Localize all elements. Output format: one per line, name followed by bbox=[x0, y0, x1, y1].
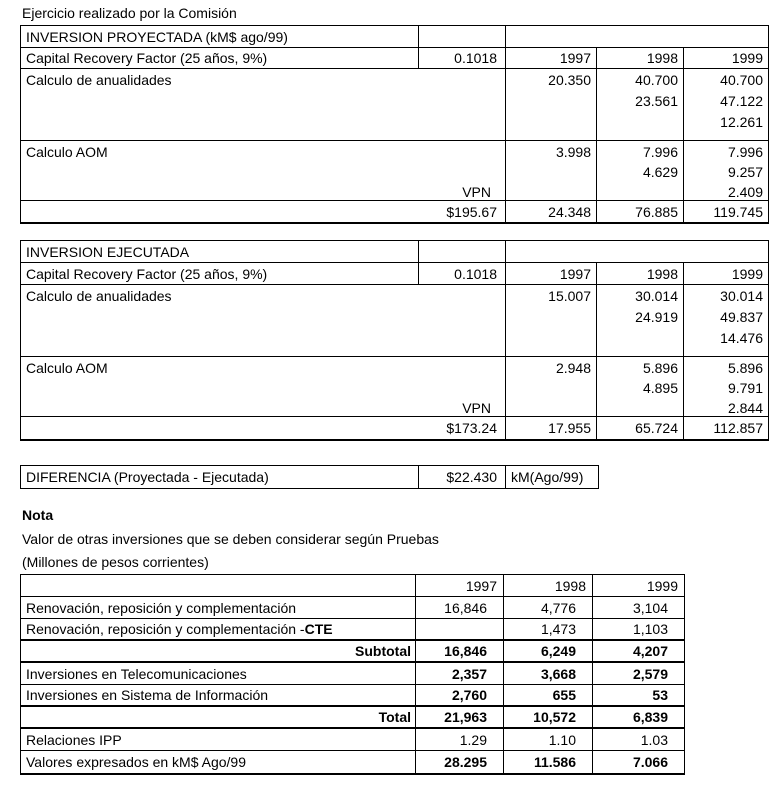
empty-cell bbox=[21, 90, 506, 111]
empty-cell bbox=[597, 397, 684, 417]
value-cell: 2,579 bbox=[593, 663, 684, 685]
value-cell: 2,357 bbox=[416, 663, 504, 685]
empty-cell bbox=[506, 90, 597, 111]
page-title: Ejercicio realizado por la Comisión bbox=[22, 5, 237, 21]
value-cell: 14.476 bbox=[684, 327, 768, 357]
nota-heading: Nota bbox=[22, 507, 54, 523]
empty-cell bbox=[419, 26, 506, 48]
otras-inversiones-table bbox=[20, 574, 685, 775]
value-cell: 7.996 bbox=[597, 141, 684, 161]
anualidades-label: Calculo de anualidades bbox=[21, 285, 506, 306]
empty-cell bbox=[506, 306, 597, 327]
value-cell: 7.066 bbox=[632, 754, 668, 770]
value-cell: 4,776 bbox=[504, 597, 593, 619]
value-cell: 655 bbox=[504, 685, 593, 707]
empty-cell bbox=[597, 111, 684, 141]
total-vpn-value: $173.24 bbox=[21, 417, 506, 439]
value-cell: 1.29 bbox=[416, 729, 504, 751]
crf-value: 0.1018 bbox=[419, 48, 506, 69]
value-cell: 2.409 bbox=[684, 181, 768, 201]
value-cell: 30.014 bbox=[597, 285, 684, 306]
inversion-ejecutada-table bbox=[20, 240, 769, 441]
empty-cell bbox=[506, 161, 597, 181]
row-label-total: Total bbox=[21, 707, 416, 729]
nota-line2: (Millones de pesos corrientes) bbox=[22, 554, 209, 570]
value-cell: 7.996 bbox=[727, 144, 763, 160]
empty-cell bbox=[21, 161, 506, 181]
year-header-1998: 1998 bbox=[597, 48, 684, 69]
row-label-cte-bold: CTE bbox=[304, 621, 333, 637]
value-cell: 4.629 bbox=[597, 161, 684, 181]
value-cell: 1,103 bbox=[593, 619, 684, 641]
value-cell: 3,668 bbox=[504, 663, 593, 685]
row-label-renovacion: Renovación, reposición y complementación bbox=[21, 597, 416, 619]
value-cell: 24.919 bbox=[597, 306, 684, 327]
subtotal-cell: 16,846 bbox=[416, 641, 504, 663]
value-cell: 30.014 bbox=[720, 288, 763, 304]
value-cell: 16,846 bbox=[416, 597, 504, 619]
inversion-proyectada-table bbox=[20, 25, 769, 224]
value-cell: 2.948 bbox=[506, 357, 597, 377]
year-header-1998: 1998 bbox=[597, 263, 684, 285]
value-cell: 40.700 bbox=[720, 72, 763, 88]
value-cell: 3.998 bbox=[506, 141, 597, 161]
proyectada-header: INVERSION PROYECTADA (kM$ ago/99) bbox=[21, 26, 419, 48]
row-label-text: Renovación, reposición y complementación - bbox=[26, 621, 305, 637]
value-cell: 20.350 bbox=[506, 69, 597, 90]
empty-cell bbox=[506, 397, 597, 417]
empty-cell bbox=[506, 377, 597, 397]
year-header-1999: 1999 bbox=[684, 48, 768, 69]
empty-cell bbox=[21, 306, 506, 327]
empty-cell bbox=[506, 181, 597, 201]
diferencia-value: $22.430 bbox=[419, 466, 506, 488]
value-cell: 53 bbox=[593, 685, 684, 707]
vpn-label: VPN bbox=[21, 397, 506, 417]
empty-cell bbox=[416, 619, 504, 641]
value-cell: 2.844 bbox=[684, 397, 768, 417]
subtotal-cell: 6,249 bbox=[504, 641, 593, 663]
total-vpn-value: $195.67 bbox=[21, 201, 506, 222]
nota-line1: Valor de otras inversiones que se deben considerar según Pruebas bbox=[22, 531, 439, 547]
value-cell: 3,104 bbox=[593, 597, 684, 619]
empty-cell bbox=[21, 111, 506, 141]
total-cell: 24.348 bbox=[506, 201, 597, 222]
crf-label: Capital Recovery Factor (25 años, 9%) bbox=[21, 263, 419, 285]
value-cell: 5.896 bbox=[727, 360, 763, 376]
diferencia-label: DIFERENCIA (Proyectada - Ejecutada) bbox=[21, 466, 419, 488]
year-header-1997: 1997 bbox=[506, 48, 597, 69]
row-label-valores-km: Valores expresados en kM$ Ago/99 bbox=[21, 751, 416, 773]
value-cell: 1.10 bbox=[504, 729, 593, 751]
value-cell: 9.791 bbox=[727, 380, 763, 396]
empty-cell bbox=[21, 575, 416, 597]
total-cell: 112.857 bbox=[713, 420, 763, 436]
year-header-1999: 1999 bbox=[684, 263, 768, 285]
empty-cell bbox=[506, 111, 597, 141]
total-cell: 10,572 bbox=[504, 707, 593, 729]
value-cell: 1,473 bbox=[504, 619, 593, 641]
empty-cell bbox=[21, 327, 506, 357]
anualidades-label: Calculo de anualidades bbox=[21, 69, 506, 90]
total-cell: 76.885 bbox=[597, 201, 684, 222]
value-cell: 2,760 bbox=[416, 685, 504, 707]
value-cell: 15.007 bbox=[506, 285, 597, 306]
vpn-label: VPN bbox=[21, 181, 506, 201]
empty-cell bbox=[597, 327, 684, 357]
empty-cell bbox=[21, 377, 506, 397]
value-cell: 28.295 bbox=[416, 751, 504, 773]
aom-label: Calculo AOM bbox=[21, 357, 506, 377]
row-label-renovacion-cte bbox=[21, 619, 416, 641]
diferencia-table bbox=[20, 465, 599, 489]
value-cell: 12.261 bbox=[684, 111, 768, 141]
year-header-1999: 1999 bbox=[593, 575, 684, 597]
empty-cell bbox=[506, 241, 768, 263]
value-cell: 49.837 bbox=[720, 309, 763, 325]
value-cell: 5.896 bbox=[597, 357, 684, 377]
year-header-1997: 1997 bbox=[416, 575, 504, 597]
value-cell: 23.561 bbox=[597, 90, 684, 111]
total-cell: 119.745 bbox=[713, 203, 763, 220]
crf-label: Capital Recovery Factor (25 años, 9%) bbox=[21, 48, 419, 69]
crf-value: 0.1018 bbox=[419, 263, 506, 285]
year-header-1997: 1997 bbox=[506, 263, 597, 285]
value-cell: 47.122 bbox=[720, 93, 763, 109]
aom-label: Calculo AOM bbox=[21, 141, 506, 161]
row-label-sistema-informacion: Inversiones en Sistema de Información bbox=[21, 685, 416, 707]
value-cell: 40.700 bbox=[597, 69, 684, 90]
total-cell: 6,839 bbox=[593, 707, 684, 729]
row-label-telecomunicaciones: Inversiones en Telecomunicaciones bbox=[21, 663, 416, 685]
value-cell: 4.895 bbox=[597, 377, 684, 397]
total-cell: 65.724 bbox=[597, 417, 684, 439]
value-cell: 1.03 bbox=[593, 729, 684, 751]
row-label-relaciones-ipp: Relaciones IPP bbox=[21, 729, 416, 751]
year-header-1998: 1998 bbox=[504, 575, 593, 597]
empty-cell bbox=[506, 327, 597, 357]
subtotal-cell: 4,207 bbox=[593, 641, 684, 663]
total-cell: 17.955 bbox=[506, 417, 597, 439]
empty-cell bbox=[597, 181, 684, 201]
total-cell: 21,963 bbox=[416, 707, 504, 729]
empty-cell bbox=[506, 26, 768, 48]
value-cell: 11.586 bbox=[504, 751, 593, 773]
value-cell: 9.257 bbox=[727, 164, 763, 180]
diferencia-unit: kM(Ago/99) bbox=[511, 469, 584, 485]
empty-cell bbox=[419, 241, 506, 263]
ejecutada-header: INVERSION EJECUTADA bbox=[21, 241, 419, 263]
row-label-subtotal: Subtotal bbox=[21, 641, 416, 663]
